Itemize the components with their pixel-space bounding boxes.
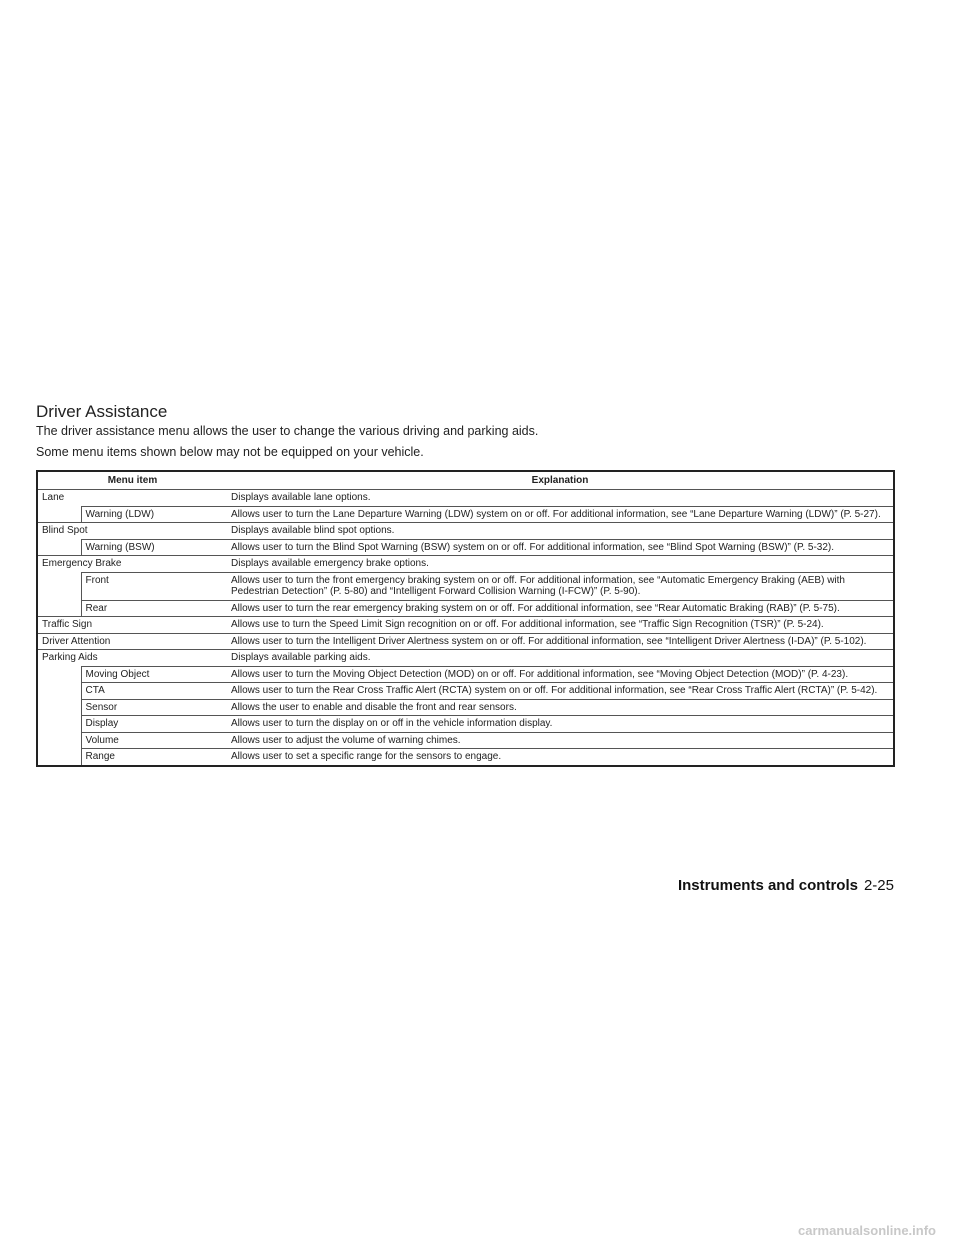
table-row bbox=[37, 749, 894, 766]
explanation-cell: Allows user to turn the Blind Spot Warning (BSW) system on or off. For additional information, see “Blind Spot Warning (BSW)” (P. 5-32). bbox=[227, 539, 894, 556]
equipment-note: Some menu items shown below may not be equipped on your vehicle. bbox=[36, 445, 424, 459]
explanation-cell: Allows user to set a specific range for the sensors to engage. bbox=[227, 749, 894, 766]
explanation-header: Explanation bbox=[227, 471, 894, 490]
sub-item-cell: Sensor bbox=[81, 699, 227, 716]
indent-cell bbox=[37, 666, 81, 683]
explanation-cell: Displays available emergency brake options. bbox=[227, 556, 894, 573]
menu-item-cell: Blind Spot bbox=[37, 523, 227, 540]
table-header-row bbox=[37, 471, 894, 490]
footer-section-title: Instruments and controls bbox=[677, 877, 858, 894]
explanation-cell: Displays available blind spot options. bbox=[227, 523, 894, 540]
menu-item-cell: Parking Aids bbox=[37, 650, 227, 667]
explanation-cell: Allows use to turn the Speed Limit Sign recognition on or off. For additional information, see “Traffic Sign Recognition (TSR)” (P. 5-24). bbox=[227, 617, 894, 634]
table-row bbox=[37, 716, 894, 733]
indent-cell bbox=[37, 506, 81, 523]
table-row bbox=[37, 506, 894, 523]
table-row bbox=[37, 572, 894, 600]
explanation-cell: Allows user to turn the Lane Departure Warning (LDW) system on or off. For additional information, see “Lane Departure Warning (LDW)” (P. 5-27). bbox=[227, 506, 894, 523]
section-title: Driver Assistance bbox=[36, 402, 168, 421]
table-row bbox=[37, 523, 894, 540]
explanation-cell: Allows user to turn the rear emergency braking system on or off. For additional information, see “Rear Automatic Braking (RAB)” (P. 5-75). bbox=[227, 600, 894, 617]
table-row bbox=[37, 699, 894, 716]
indent-cell bbox=[37, 699, 81, 716]
explanation-cell: Allows user to adjust the volume of warning chimes. bbox=[227, 732, 894, 749]
menu-items-table bbox=[36, 470, 895, 767]
table-row bbox=[37, 617, 894, 634]
table-row bbox=[37, 600, 894, 617]
sub-item-cell: Range bbox=[81, 749, 227, 766]
sub-item-cell: Display bbox=[81, 716, 227, 733]
explanation-cell: Displays available parking aids. bbox=[227, 650, 894, 667]
indent-cell bbox=[37, 572, 81, 600]
indent-cell bbox=[37, 683, 81, 700]
page-number: 2-25 bbox=[863, 877, 894, 894]
sub-item-cell: Warning (LDW) bbox=[81, 506, 227, 523]
table-row bbox=[37, 556, 894, 573]
indent-cell bbox=[37, 732, 81, 749]
explanation-cell: Displays available lane options. bbox=[231, 492, 371, 503]
table-row bbox=[37, 490, 894, 507]
explanation-cell: Allows user to turn the Rear Cross Traffic Alert (RCTA) system on or off. For additional information, see “Rear Cross Traffic Alert (RCTA)” (P. 5-42). bbox=[227, 683, 894, 700]
explanation-cell: Allows user to turn the Intelligent Driver Alertness system on or off. For additional information, see “Intelligent Driver Alertness (I-DA)” (P. 5-102). bbox=[227, 633, 894, 650]
table-row bbox=[37, 666, 894, 683]
table-body bbox=[37, 490, 894, 766]
explanation-cell: Allows user to turn the front emergency braking system on or off. For additional information, see “Automatic Emergency Braking (AEB) with Pedestrian Detection” (P. 5-80) and “Intelligent Forward Collision Warning (I-FCW)” (P. 5-90). bbox=[227, 572, 894, 600]
sub-item-cell: Rear bbox=[81, 600, 227, 617]
menu-item-cell: Traffic Sign bbox=[37, 617, 227, 634]
menu-item-cell: Emergency Brake bbox=[37, 556, 227, 573]
indent-cell bbox=[37, 539, 81, 556]
sub-item-cell: CTA bbox=[81, 683, 227, 700]
indent-cell bbox=[37, 716, 81, 733]
sub-item-cell: Front bbox=[81, 572, 227, 600]
table-row bbox=[37, 539, 894, 556]
menu-item-header: Menu item bbox=[37, 471, 227, 490]
indent-cell bbox=[37, 600, 81, 617]
sub-item-cell: Volume bbox=[81, 732, 227, 749]
page-footer bbox=[678, 877, 894, 894]
explanation-cell: Allows the user to enable and disable the front and rear sensors. bbox=[227, 699, 894, 716]
watermark: carmanualsonline.info bbox=[798, 1223, 936, 1238]
explanation-cell: Allows user to turn the display on or off in the vehicle information display. bbox=[227, 716, 894, 733]
menu-item-cell: Lane bbox=[42, 492, 65, 503]
menu-item-cell: Driver Attention bbox=[37, 633, 227, 650]
table-row bbox=[37, 633, 894, 650]
explanation-cell: Allows user to turn the Moving Object Detection (MOD) on or off. For additional information, see “Moving Object Detection (MOD)” (P. 4-23). bbox=[227, 666, 894, 683]
table-row bbox=[37, 683, 894, 700]
indent-cell bbox=[37, 749, 81, 766]
table-row bbox=[37, 650, 894, 667]
table-row bbox=[37, 732, 894, 749]
intro-text: The driver assistance menu allows the user to change the various driving and parking aids. bbox=[36, 424, 539, 438]
sub-item-cell: Warning (BSW) bbox=[81, 539, 227, 556]
sub-item-cell: Moving Object bbox=[81, 666, 227, 683]
